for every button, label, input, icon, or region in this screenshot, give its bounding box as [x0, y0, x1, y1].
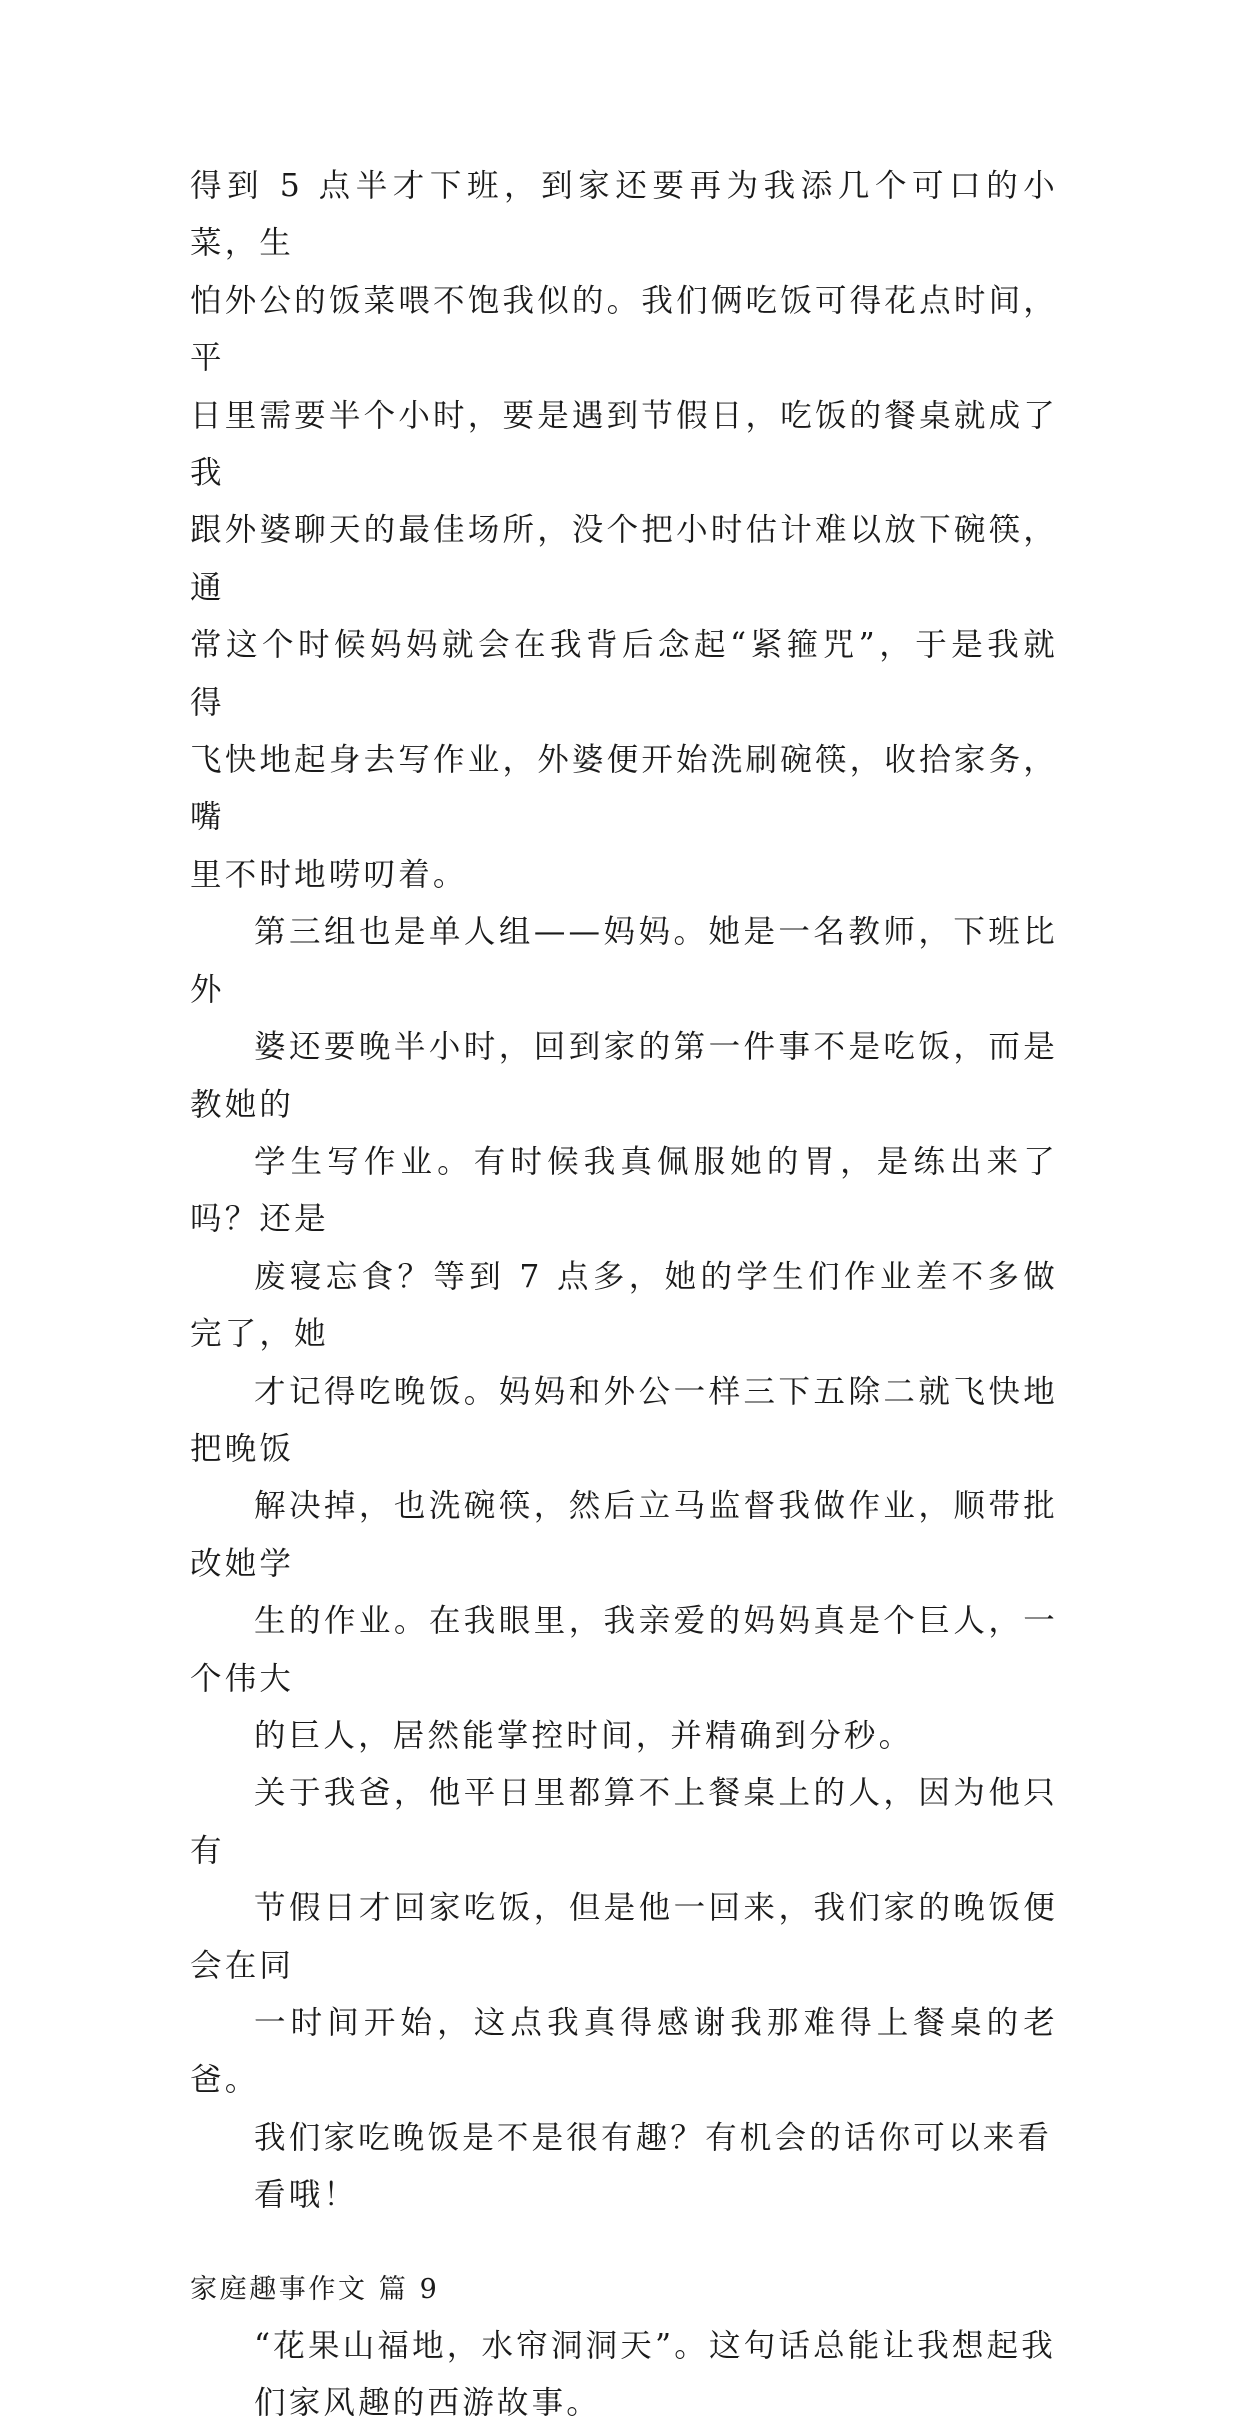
text-line: 们家风趣的西游故事。: [254, 2385, 602, 2422]
text-line: 废寝忘食？等到 7 点多，她的学生们作业差不多做完了，她: [190, 1258, 1058, 1353]
paragraph-p1: [190, 158, 1058, 904]
text-line: 里不时地唠叨着。: [190, 856, 468, 893]
text-line: 跟外婆聊天的最佳场所，没个把小时估计难以放下碗筷，通: [190, 512, 1058, 606]
section-heading: 家庭趣事作文 篇 9: [190, 2273, 440, 2305]
text-line: 一时间开始，这点我真得感谢我那难得上餐桌的老爸。: [190, 2005, 1058, 2099]
text-line: 婆还要晚半小时，回到家的第一件事不是吃饭，而是教她的: [190, 1029, 1058, 1123]
text-line: 第三组也是单人组——妈妈。她是一名教师，下班比外: [190, 914, 1058, 1008]
body-text-bottom: [190, 2318, 1058, 2433]
text-line: 得到 5 点半才下班，到家还要再为我添几个可口的小菜，生: [190, 168, 1058, 262]
text-line: 关于我爸，他平日里都算不上餐桌上的人，因为他只有: [190, 1775, 1058, 1869]
text-line: 我们家吃晚饭是不是很有趣？有机会的话你可以来看: [254, 2119, 1053, 2156]
text-line: 怕外公的饭菜喂不饱我似的。我们俩吃饭可得花点时间，平: [190, 282, 1058, 377]
text-line: 看哦！: [254, 2177, 359, 2214]
text-line: 节假日才回家吃饭，但是他一回来，我们家的晚饭便会在同: [190, 1890, 1058, 1984]
document-page: [190, 158, 1058, 2433]
text-line: 生的作业。在我眼里，我亲爱的妈妈真是个巨人，一个伟大: [190, 1603, 1058, 1697]
text-line: “花果山福地，水帘洞洞天”。这句话总能让我想起我: [254, 2328, 1057, 2365]
text-line: 解决掉，也洗碗筷，然后立马监督我做作业，顺带批改她学: [190, 1488, 1058, 1582]
paragraph-p5: [190, 2318, 1058, 2433]
text-line: 日里需要半个小时，要是遇到节假日，吃饭的餐桌就成了我: [190, 397, 1058, 492]
paragraph-p3: [190, 1765, 1058, 2109]
body-text-top: [190, 158, 1058, 2225]
text-line: 的巨人，居然能掌控时间，并精确到分秒。: [254, 1717, 914, 1754]
text-line: 学生写作业。有时候我真佩服她的胃，是练出来了吗？还是: [190, 1143, 1058, 1238]
paragraph-p2: [190, 904, 1058, 1765]
paragraph-p4: [190, 2110, 1058, 2225]
text-line: 才记得吃晚饭。妈妈和外公一样三下五除二就飞快地把晚饭: [190, 1373, 1058, 1467]
text-line: 飞快地起身去写作业，外婆便开始洗刷碗筷，收拾家务，嘴: [190, 742, 1058, 836]
text-line: 常这个时候妈妈就会在我背后念起“紧箍咒”，于是我就得: [190, 627, 1058, 721]
